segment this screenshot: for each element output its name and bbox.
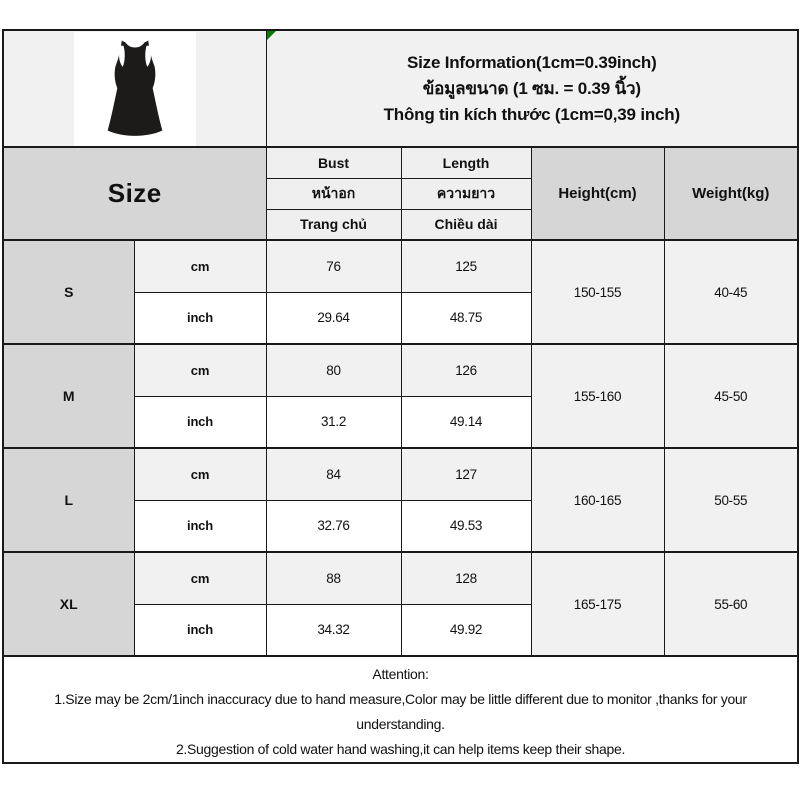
cell-comment-marker-icon xyxy=(267,31,276,40)
size-information-header-cell xyxy=(266,30,798,147)
product-photo xyxy=(74,32,196,146)
attention-title: Attention: xyxy=(372,666,429,682)
l-weight-range: 50-55 xyxy=(664,448,798,552)
s-bust-cm: 76 xyxy=(266,240,401,292)
bust-header-en: Bust xyxy=(266,147,401,178)
s-bust-inch: 29.64 xyxy=(266,292,401,344)
weight-column-header: Weight(kg) xyxy=(664,147,798,240)
s-length-cm: 125 xyxy=(401,240,531,292)
s-length-inch: 48.75 xyxy=(401,292,531,344)
xl-length-inch: 49.92 xyxy=(401,604,531,656)
size-info-line-en: Size Information(1cm=0.39inch) xyxy=(406,52,657,72)
unit-label-inch: inch xyxy=(134,396,266,448)
black-dress-image xyxy=(82,35,188,143)
xl-weight-range: 55-60 xyxy=(664,552,798,656)
length-header-en: Length xyxy=(401,147,531,178)
xl-height-range: 165-175 xyxy=(531,552,664,656)
l-height-range: 160-165 xyxy=(531,448,664,552)
attention-row xyxy=(3,656,798,763)
l-bust-cm: 84 xyxy=(266,448,401,500)
attention-note-2: 2.Suggestion of cold water hand washing,it can help items keep their shape. xyxy=(175,741,626,757)
m-bust-inch: 31.2 xyxy=(266,396,401,448)
bust-header-vi: Trang chủ xyxy=(266,209,401,240)
xl-bust-cm: 88 xyxy=(266,552,401,604)
banner-row xyxy=(3,30,798,147)
m-length-inch: 49.14 xyxy=(401,396,531,448)
m-bust-cm: 80 xyxy=(266,344,401,396)
length-header-th: ความยาว xyxy=(401,178,531,209)
header-row-en xyxy=(3,147,798,178)
size-label-s: S xyxy=(3,240,134,344)
size-label-m: M xyxy=(3,344,134,448)
unit-label-cm: cm xyxy=(134,240,266,292)
xl-length-cm: 128 xyxy=(401,552,531,604)
height-column-header: Height(cm) xyxy=(531,147,664,240)
table-row-s-cm xyxy=(3,240,798,292)
unit-label-inch: inch xyxy=(134,604,266,656)
xl-bust-inch: 34.32 xyxy=(266,604,401,656)
attention-notes xyxy=(3,656,798,763)
product-image-cell xyxy=(3,30,266,147)
l-length-inch: 49.53 xyxy=(401,500,531,552)
s-height-range: 150-155 xyxy=(531,240,664,344)
attention-note-1: 1.Size may be 2cm/1inch inaccuracy due to hand measure,Color may be little different due to monitor ,thanks for your understanding. xyxy=(54,691,747,732)
s-weight-range: 40-45 xyxy=(664,240,798,344)
length-header-vi: Chiều dài xyxy=(401,209,531,240)
unit-label-inch: inch xyxy=(134,292,266,344)
table-row-xl-cm xyxy=(3,552,798,604)
table-row-m-cm xyxy=(3,344,798,396)
table-row-l-cm xyxy=(3,448,798,500)
size-info-line-th: ข้อมูลขนาด (1 ซม. = 0.39 นิ้ว) xyxy=(422,78,641,98)
size-info-line-vi: Thông tin kích thước (1cm=0,39 inch) xyxy=(383,104,680,124)
size-column-header: Size xyxy=(3,147,266,240)
m-height-range: 155-160 xyxy=(531,344,664,448)
unit-label-cm: cm xyxy=(134,552,266,604)
size-label-xl: XL xyxy=(3,552,134,656)
unit-label-cm: cm xyxy=(134,448,266,500)
l-bust-inch: 32.76 xyxy=(266,500,401,552)
unit-label-inch: inch xyxy=(134,500,266,552)
size-chart-table xyxy=(2,29,799,764)
m-length-cm: 126 xyxy=(401,344,531,396)
unit-label-cm: cm xyxy=(134,344,266,396)
size-label-l: L xyxy=(3,448,134,552)
m-weight-range: 45-50 xyxy=(664,344,798,448)
bust-header-th: หน้าอก xyxy=(266,178,401,209)
l-length-cm: 127 xyxy=(401,448,531,500)
